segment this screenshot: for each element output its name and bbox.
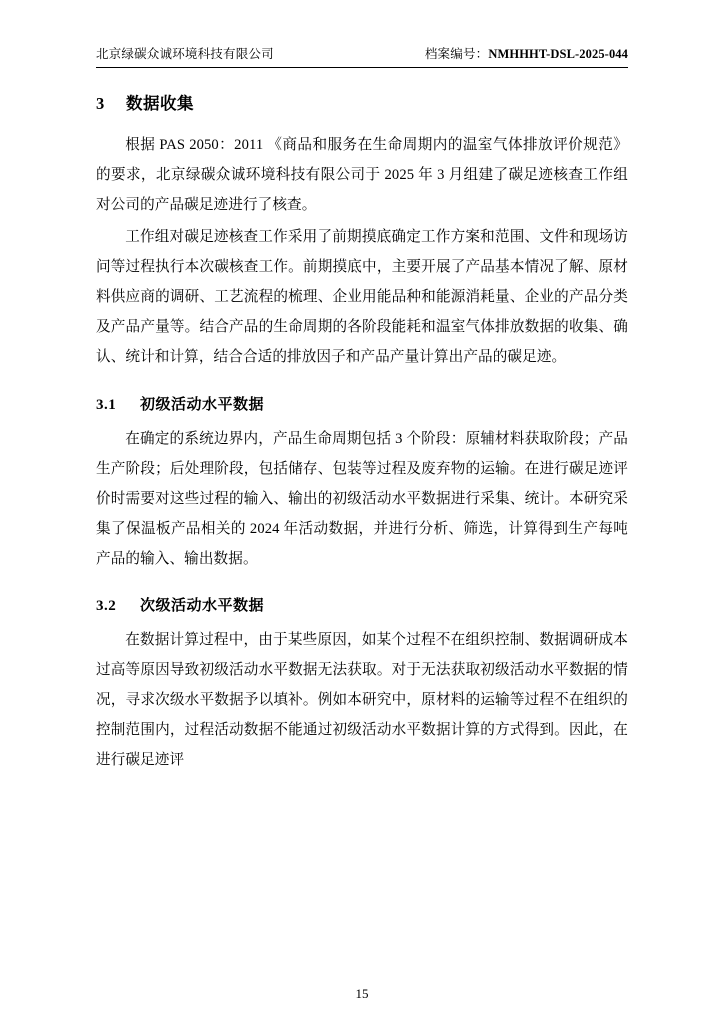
section-number-3: 3 bbox=[96, 94, 105, 113]
section-number-3-2: 3.2 bbox=[96, 597, 117, 614]
section-heading-3 bbox=[96, 90, 628, 114]
section-title-3-2: 次级活动水平数据 bbox=[140, 597, 265, 614]
section-3-2-paragraph-1: 在数据计算过程中，由于某些原因，如某个过程不在组织控制、数据调研成本过高等原因导致初级活动水平数据无法获取。对于无法获取初级活动水平数据的情况，寻求次级水平数据予以填补。例如本研究中，原材料的运输等过程不在组织的控制范围内，过程活动数据不能通过初级活动水平数据计算的方式得到。因此，在进行碳足迹评 bbox=[96, 631, 628, 769]
page-number: 15 bbox=[355, 986, 369, 1001]
header-file-number-label: 档案编号： bbox=[424, 47, 489, 61]
header-file-number bbox=[425, 44, 628, 62]
section-heading-3-1 bbox=[96, 393, 628, 414]
page-footer bbox=[0, 986, 724, 1002]
section-3-paragraph-1: 根据 PAS 2050：2011 《商品和服务在生命周期内的温室气体排放评价规范》的要求，北京绿碳众诚环境科技有限公司于 2025 年 3 月组建了碳足迹核查工作组对公司的产品碳足迹进行了核查。 bbox=[96, 137, 628, 214]
document-body bbox=[96, 68, 628, 775]
section-title-3: 数据收集 bbox=[126, 94, 194, 113]
header-file-number-value: NMHHHT-DSL-2025-044 bbox=[488, 47, 628, 61]
section-3-1-paragraph-1: 在确定的系统边界内，产品生命周期包括 3 个阶段：原辅材料获取阶段；产品生产阶段；后处理阶段，包括储存、包装等过程及废弃物的运输。在进行碳足迹评价时需要对这些过程的输入、输出的初级活动水平数据进行采集、统计。本研究采集了保温板产品相关的 2024 年活动数据，并进行分析、筛选，计算得到生产每吨产品的输入、输出数据。 bbox=[96, 430, 628, 567]
section-heading-3-2 bbox=[96, 594, 628, 615]
header-company-name: 北京绿碳众诚环境科技有限公司 bbox=[96, 47, 274, 61]
section-number-3-1: 3.1 bbox=[96, 396, 117, 413]
page-content-area bbox=[96, 44, 628, 994]
section-3-paragraph-2: 工作组对碳足迹核查工作采用了前期摸底确定工作方案和范围、文件和现场访问等过程执行本次碳核查工作。前期摸底中，主要开展了产品基本情况了解、原材料供应商的调研、工艺流程的梳理、企业用能品种和能源消耗量、企业的产品分类及产品产量等。结合产品的生命周期的各阶段能耗和温室气体排放数据的收集、确认、统计和计算，结合合适的排放因子和产品产量计算出产品的碳足迹。 bbox=[96, 229, 628, 366]
section-title-3-1: 初级活动水平数据 bbox=[140, 396, 265, 413]
page-header bbox=[96, 44, 628, 68]
